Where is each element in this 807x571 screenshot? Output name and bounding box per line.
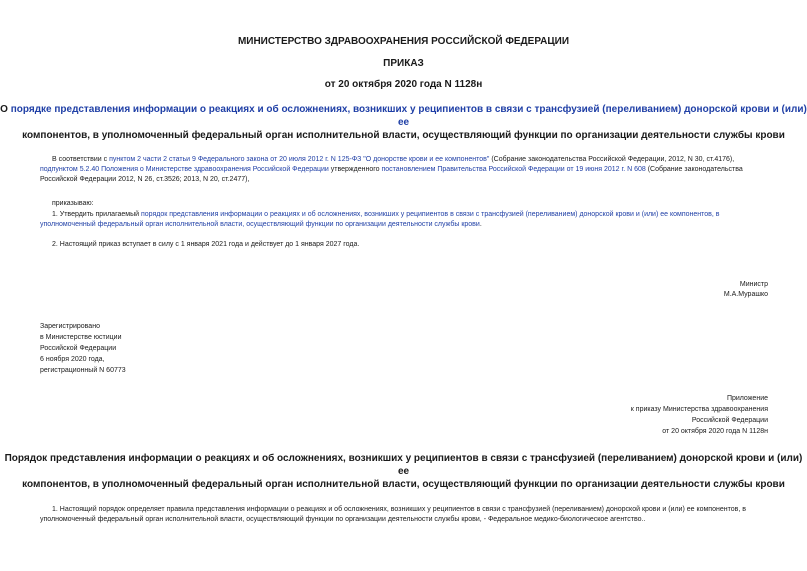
ministry-heading: МИНИСТЕРСТВО ЗДРАВООХРАНЕНИЯ РОССИЙСКОЙ ФЕДЕРАЦИИ [237,36,570,47]
government-decree-link[interactable]: постановлением Правительства Российской Федерации от 19 июня 2012 г. N 608 [381,166,646,173]
preamble-line1 [40,155,770,165]
order-type: ПРИКАЗ [383,58,424,69]
order-item-1-text: 1. Утвердить прилагаемый [52,211,141,218]
procedure-title [0,452,807,491]
order-title-link[interactable]: порядке представления информации о реакциях и об осложнениях, возникших у реципиентов в связи с трансфузией (переливанием) донорской крови и (или) ее [10,104,807,128]
order-title-line1 [0,103,807,129]
federal-law-link[interactable]: пунктом 2 части 2 статьи 9 Федерального закона от 20 июля 2012 г. N 125-ФЗ "О донорстве крови и ее компонентов" [109,156,490,163]
preamble-text3: утвержденного [328,166,382,173]
signature-position: Министр [739,281,768,288]
preamble [40,155,770,185]
preamble-line3: Российской Федерации 2012, N 26, ст.3526; 2013, N 20, ст.2477), [40,176,250,183]
registration-line: Российской Федерации [40,345,117,352]
order-word: приказываю: [52,200,94,207]
procedure-title-line2: компонентов, в уполномоченный федеральный орган исполнительной власти, осуществляющий функции по организации деятельности службы крови [22,479,785,490]
order-item-1 [40,210,770,230]
regulation-link[interactable]: подпунктом 5.2.40 Положения о Министерстве здравоохранения Российской Федерации [40,166,329,173]
procedure-item-1-line1: 1. Настоящий порядок определяет правила представления информации о реакциях и об осложнениях, возникших у реципиентов в связи с трансфузией (переливанием) донорской крови и (или) ее компонентов, в [52,506,746,513]
registration-line: регистрационный N 60773 [40,367,126,374]
appendix-line: Российской Федерации [691,417,768,424]
registration-block [40,321,126,376]
procedure-link-continued[interactable]: уполномоченный федеральный орган исполнительной власти, осуществляющий функции по организации деятельности службы крови [40,221,480,228]
preamble-text1: В соответствии с [52,156,110,163]
registration-line: 6 ноября 2020 года, [40,356,105,363]
order-title [0,103,807,142]
registration-line: в Министерстве юстиции [40,334,122,341]
order-item-1-line1 [40,210,770,220]
appendix-block [631,393,768,437]
appendix-line: от 20 октября 2020 года N 1128н [662,428,768,435]
procedure-item-1 [40,505,770,525]
preamble-text2: (Собрание законодательства Российской Федерации, 2012, N 30, ст.4176), [489,156,735,163]
appendix-line: к приказу Министерства здравоохранения [630,406,768,413]
appendix-line: Приложение [726,395,768,402]
procedure-link[interactable]: порядок представления информации о реакциях и об осложнениях, возникших у реципиентов в связи с трансфузией (переливанием) донорской крови и (или) ее компонентов, в [140,211,720,218]
signature [724,280,768,300]
order-item-2: 2. Настоящий приказ вступает в силу с 1 января 2021 года и действует до 1 января 2027 года. [52,241,360,248]
procedure-title-line1: Порядок представления информации о реакциях и об осложнениях, возникших у реципиентов в связи с трансфузией (переливанием) донорской крови и (или) ее [4,453,803,477]
order-item-1-line2 [40,220,770,230]
order-title-line2: компонентов, в уполномоченный федеральный орган исполнительной власти, осуществляющий функции по организации деятельности службы крови [22,130,785,141]
registration-line: Зарегистрировано [40,323,100,330]
order-title-prefix: О [0,104,11,115]
order-date-number: от 20 октября 2020 года N 1128н [324,79,483,90]
preamble-text4: (Собрание законодательства [645,166,743,173]
signature-name: М.А.Мурашко [723,291,768,298]
procedure-item-1-line2: уполномоченный федеральный орган исполнительной власти, осуществляющий функции по организации деятельности службы крови, - Федеральное медико-биологическое агентство.. [40,516,646,523]
preamble-line2 [40,165,770,175]
order-item-1-end: . [479,221,482,228]
